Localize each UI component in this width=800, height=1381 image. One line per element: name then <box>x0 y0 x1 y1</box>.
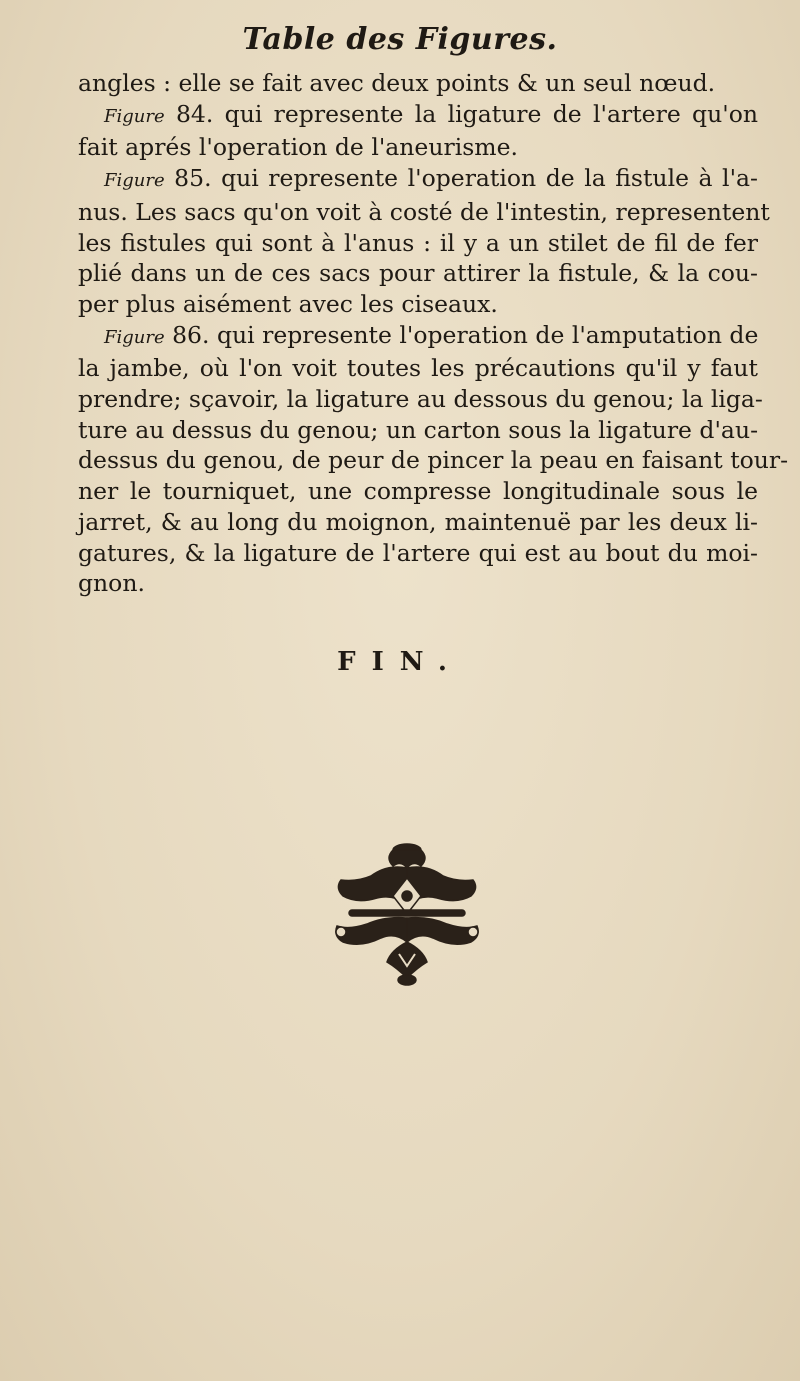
text-line: la jambe, où l'on voit toutes les précautions qu'il y faut <box>78 354 758 383</box>
text-line-content: 86. qui represente l'operation de l'amputation de <box>172 320 759 349</box>
text-line-content: 85. qui represente l'operation de la fistule à l'a- <box>174 164 758 193</box>
text-line: per plus aisément avec les ciseaux. <box>78 289 498 318</box>
text-line: plié dans un de ces sacs pour attirer la fistule, & la cou- <box>78 259 758 288</box>
text-block <box>78 68 789 599</box>
text-line: gatures, & la ligature de l'artere qui est au bout du moi- <box>78 538 758 567</box>
text-line: ture au dessus du genou; un carton sous la ligature d'au- <box>78 415 759 444</box>
text-line: dessus du genou, de peur de pincer la peau en faisant tour- <box>78 446 789 475</box>
text-line: fait aprés l'operation de l'aneurisme. <box>78 133 518 162</box>
fleuron-ornament-icon <box>327 838 487 988</box>
text-line: jarret, & au long du moignon, maintenuë par les deux li- <box>78 507 758 536</box>
figure-label: Figure <box>104 105 165 127</box>
text-line-content: 84. qui represente la ligature de l'artere qu'on <box>175 99 758 128</box>
fin-mark: FIN. <box>337 647 463 677</box>
text-line: les fistules qui sont à l'anus : il y a un stilet de fil de fer <box>78 228 758 257</box>
text-line <box>78 320 758 354</box>
text-line: prendre; sçavoir, la ligature au dessous du genou; la liga- <box>78 385 763 414</box>
figure-label: Figure <box>104 170 165 192</box>
figure-label: Figure <box>104 326 165 348</box>
text-line: gnon. <box>78 569 145 598</box>
running-head: Table des Figures. <box>242 22 558 57</box>
text-line: angles : elle se fait avec deux points & un seul nœud. <box>78 69 716 97</box>
text-line: nus. Les sacs qu'on voit à costé de l'intestin, representent <box>78 197 770 226</box>
text-line: ner le tourniquet, une compresse longitudinale sous le <box>78 477 758 506</box>
text-line <box>78 99 758 133</box>
text-line <box>78 163 758 197</box>
